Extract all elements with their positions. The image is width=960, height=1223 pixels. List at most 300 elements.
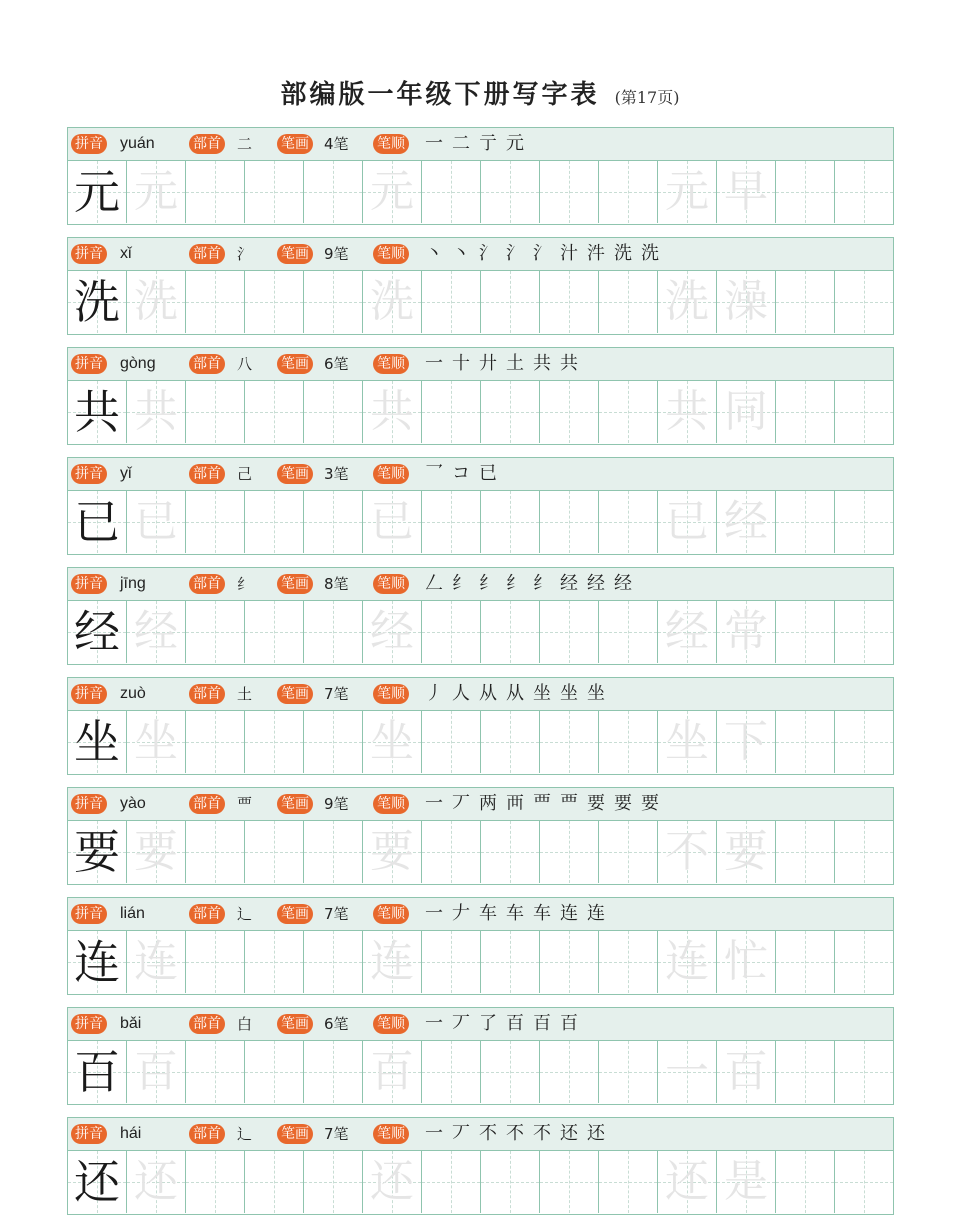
writing-grid — [68, 271, 893, 333]
trace-character: 下 — [724, 716, 768, 767]
model-character-cell — [68, 381, 127, 443]
practice-cell[interactable] — [127, 1151, 186, 1213]
stroke-step: 氵 — [533, 243, 552, 264]
stroke-step: 丆 — [452, 1123, 471, 1144]
practice-cell[interactable] — [245, 491, 304, 553]
stroke-order-sequence — [425, 1012, 587, 1036]
radical-tag: 部首 — [189, 684, 225, 704]
trace-character: 是 — [724, 1156, 768, 1207]
practice-cell[interactable] — [717, 381, 776, 443]
writing-grid — [68, 1151, 893, 1213]
strokes-tag: 笔画 — [277, 244, 313, 264]
practice-cell[interactable] — [776, 601, 835, 663]
character-info-bar — [68, 1118, 893, 1151]
practice-cell[interactable] — [304, 931, 363, 993]
trace-character: 同 — [724, 386, 768, 437]
practice-cell[interactable] — [245, 1151, 304, 1213]
stroke-step: 一 — [425, 1123, 444, 1144]
pinyin-value: yǐ — [120, 465, 132, 482]
trace-character: 共 — [665, 386, 709, 437]
model-character-cell — [68, 711, 127, 773]
practice-cell[interactable] — [304, 821, 363, 883]
character-block — [67, 127, 894, 225]
practice-cell[interactable] — [481, 931, 540, 993]
practice-cell[interactable] — [127, 381, 186, 443]
practice-cell[interactable] — [658, 1041, 717, 1103]
practice-cell[interactable] — [481, 271, 540, 333]
strokes-value: 9笔 — [324, 245, 349, 263]
pinyin-value: jīng — [120, 575, 146, 592]
pinyin-value: yuán — [120, 135, 155, 152]
stroke-step: 经 — [560, 573, 579, 594]
trace-character: 元 — [370, 166, 414, 217]
writing-grid — [68, 161, 893, 223]
practice-cell[interactable] — [599, 821, 658, 883]
strokes-tag: 笔画 — [277, 904, 313, 924]
writing-grid — [68, 491, 893, 553]
practice-cell[interactable] — [599, 1151, 658, 1213]
strokes-tag: 笔画 — [277, 574, 313, 594]
practice-cell[interactable] — [658, 491, 717, 553]
stroke-order-tag: 笔顺 — [373, 354, 409, 374]
writing-grid — [68, 711, 893, 773]
model-character-cell — [68, 491, 127, 553]
practice-cell[interactable] — [658, 1151, 717, 1213]
practice-cell[interactable] — [127, 711, 186, 773]
stroke-step: 两 — [479, 793, 498, 814]
strokes-tag: 笔画 — [277, 1124, 313, 1144]
practice-cell[interactable] — [422, 161, 481, 223]
practice-cell[interactable] — [422, 491, 481, 553]
practice-cell[interactable] — [599, 931, 658, 993]
radical-value: 氵 — [237, 245, 253, 263]
practice-cell[interactable] — [245, 381, 304, 443]
trace-character: 百 — [134, 1046, 178, 1097]
practice-cell[interactable] — [363, 1041, 422, 1103]
practice-cell[interactable] — [363, 1151, 422, 1213]
character-block — [67, 237, 894, 335]
practice-cell[interactable] — [245, 931, 304, 993]
practice-cell[interactable] — [540, 491, 599, 553]
pinyin-tag: 拼音 — [71, 794, 107, 814]
practice-cell[interactable] — [186, 711, 245, 773]
pinyin-value: hái — [120, 1125, 142, 1142]
practice-cell[interactable] — [599, 601, 658, 663]
practice-cell[interactable] — [717, 931, 776, 993]
model-character-cell — [68, 271, 127, 333]
stroke-step: 一 — [425, 1013, 444, 1034]
stroke-step: 汁 — [560, 243, 579, 264]
practice-cell[interactable] — [776, 491, 835, 553]
strokes-value: 7笔 — [324, 1125, 349, 1143]
stroke-order-tag: 笔顺 — [373, 794, 409, 814]
pinyin-value: yào — [120, 795, 146, 812]
trace-character: 忙 — [724, 936, 768, 987]
practice-cell[interactable] — [658, 931, 717, 993]
practice-cell[interactable] — [658, 381, 717, 443]
practice-cell[interactable] — [186, 1151, 245, 1213]
stroke-step: 纟 — [533, 573, 552, 594]
practice-cell[interactable] — [422, 1151, 481, 1213]
practice-cell[interactable] — [717, 1151, 776, 1213]
practice-cell[interactable] — [245, 271, 304, 333]
character-block — [67, 1007, 894, 1105]
practice-cell[interactable] — [127, 601, 186, 663]
practice-cell[interactable] — [304, 161, 363, 223]
trace-character: 坐 — [370, 716, 414, 767]
practice-cell[interactable] — [304, 601, 363, 663]
trace-character: 经 — [665, 606, 709, 657]
strokes-tag: 笔画 — [277, 1014, 313, 1034]
model-character: 百 — [74, 1045, 120, 1099]
practice-cell[interactable] — [835, 1151, 894, 1213]
practice-cell[interactable] — [481, 161, 540, 223]
practice-cell[interactable] — [658, 271, 717, 333]
practice-cell[interactable] — [304, 491, 363, 553]
radical-tag: 部首 — [189, 1014, 225, 1034]
pinyin-tag: 拼音 — [71, 684, 107, 704]
practice-cell[interactable] — [304, 381, 363, 443]
trace-character: 一 — [665, 1046, 709, 1097]
stroke-step: 共 — [533, 353, 552, 374]
trace-character: 洗 — [370, 276, 414, 327]
practice-cell[interactable] — [481, 381, 540, 443]
model-character: 经 — [74, 605, 120, 659]
trace-character: 百 — [724, 1046, 768, 1097]
practice-cell[interactable] — [186, 1041, 245, 1103]
strokes-value: 8笔 — [324, 575, 349, 593]
practice-cell[interactable] — [186, 601, 245, 663]
practice-cell[interactable] — [599, 711, 658, 773]
practice-cell[interactable] — [835, 381, 894, 443]
pinyin-tag: 拼音 — [71, 1124, 107, 1144]
practice-cell[interactable] — [304, 1041, 363, 1103]
pinyin-value: bǎi — [120, 1015, 142, 1032]
practice-cell[interactable] — [245, 601, 304, 663]
practice-cell[interactable] — [363, 161, 422, 223]
practice-cell[interactable] — [658, 711, 717, 773]
radical-tag: 部首 — [189, 574, 225, 594]
trace-character: 坐 — [134, 716, 178, 767]
practice-cell[interactable] — [658, 161, 717, 223]
practice-cell[interactable] — [540, 161, 599, 223]
stroke-order-tag: 笔顺 — [373, 1124, 409, 1144]
practice-cell[interactable] — [835, 271, 894, 333]
stroke-step: 坐 — [587, 683, 606, 704]
practice-cell[interactable] — [835, 711, 894, 773]
stroke-step: 纟 — [506, 573, 525, 594]
strokes-value: 9笔 — [324, 795, 349, 813]
trace-character: 经 — [724, 496, 768, 547]
stroke-step: 二 — [452, 133, 471, 154]
practice-cell[interactable] — [186, 161, 245, 223]
practice-cell[interactable] — [776, 1041, 835, 1103]
practice-cell[interactable] — [481, 1151, 540, 1213]
stroke-step: 洗 — [641, 243, 660, 264]
trace-character: 经 — [370, 606, 414, 657]
stroke-step: 还 — [587, 1123, 606, 1144]
model-character-cell — [68, 931, 127, 993]
practice-cell[interactable] — [186, 491, 245, 553]
practice-cell[interactable] — [363, 711, 422, 773]
practice-cell[interactable] — [481, 491, 540, 553]
pinyin-value: gòng — [120, 355, 156, 372]
practice-cell[interactable] — [776, 271, 835, 333]
trace-character: 百 — [370, 1046, 414, 1097]
stroke-order-tag: 笔顺 — [373, 684, 409, 704]
model-character-cell — [68, 1151, 127, 1213]
practice-cell[interactable] — [422, 931, 481, 993]
stroke-step: 覀 — [560, 793, 579, 814]
stroke-step: 覀 — [533, 793, 552, 814]
character-block — [67, 567, 894, 665]
practice-cell[interactable] — [127, 931, 186, 993]
stroke-order-sequence — [425, 792, 668, 816]
stroke-step: 一 — [425, 903, 444, 924]
practice-cell[interactable] — [422, 271, 481, 333]
practice-cell[interactable] — [717, 271, 776, 333]
practice-cell[interactable] — [422, 381, 481, 443]
model-character: 连 — [74, 935, 120, 989]
practice-cell[interactable] — [717, 821, 776, 883]
practice-cell[interactable] — [599, 1041, 658, 1103]
practice-cell[interactable] — [363, 821, 422, 883]
practice-cell[interactable] — [540, 381, 599, 443]
practice-cell[interactable] — [481, 711, 540, 773]
trace-character: 还 — [134, 1156, 178, 1207]
stroke-step: 丶 — [452, 243, 471, 264]
strokes-tag: 笔画 — [277, 464, 313, 484]
radical-value: 八 — [237, 355, 253, 373]
practice-cell[interactable] — [304, 711, 363, 773]
stroke-step: 共 — [560, 353, 579, 374]
trace-character: 常 — [724, 606, 768, 657]
trace-character: 共 — [370, 386, 414, 437]
stroke-step: 丿 — [425, 683, 444, 704]
practice-cell[interactable] — [717, 601, 776, 663]
model-character: 元 — [74, 165, 120, 219]
practice-cell[interactable] — [422, 601, 481, 663]
practice-cell[interactable] — [717, 1041, 776, 1103]
trace-character: 还 — [665, 1156, 709, 1207]
practice-cell[interactable] — [245, 1041, 304, 1103]
stroke-order-sequence — [425, 572, 641, 596]
stroke-step: 车 — [533, 903, 552, 924]
practice-cell[interactable] — [658, 821, 717, 883]
practice-cell[interactable] — [186, 271, 245, 333]
trace-character: 要 — [134, 826, 178, 877]
radical-tag: 部首 — [189, 794, 225, 814]
practice-cell[interactable] — [776, 931, 835, 993]
radical-tag: 部首 — [189, 134, 225, 154]
trace-character: 经 — [134, 606, 178, 657]
stroke-step: 廾 — [479, 353, 498, 374]
practice-cell[interactable] — [776, 161, 835, 223]
trace-character: 坐 — [665, 716, 709, 767]
practice-cell[interactable] — [186, 381, 245, 443]
stroke-step: 车 — [506, 903, 525, 924]
practice-cell[interactable] — [599, 161, 658, 223]
stroke-step: 氵 — [506, 243, 525, 264]
practice-cell[interactable] — [599, 271, 658, 333]
practice-cell[interactable] — [363, 381, 422, 443]
stroke-step: 𠃋 — [425, 573, 444, 594]
practice-cell[interactable] — [304, 1151, 363, 1213]
stroke-order-tag: 笔顺 — [373, 574, 409, 594]
strokes-value: 7笔 — [324, 905, 349, 923]
stroke-step: 洗 — [614, 243, 633, 264]
stroke-step: 不 — [479, 1123, 498, 1144]
practice-cell[interactable] — [776, 381, 835, 443]
stroke-step: 要 — [641, 793, 660, 814]
stroke-step: 人 — [452, 683, 471, 704]
trace-character: 澡 — [724, 276, 768, 327]
practice-cell[interactable] — [835, 161, 894, 223]
practice-cell[interactable] — [835, 491, 894, 553]
trace-character: 已 — [665, 496, 709, 547]
radical-value: 辶 — [237, 1125, 253, 1143]
model-character-cell — [68, 821, 127, 883]
model-character: 坐 — [74, 715, 120, 769]
practice-cell[interactable] — [127, 821, 186, 883]
stroke-step: 连 — [587, 903, 606, 924]
stroke-step: 坐 — [533, 683, 552, 704]
practice-cell[interactable] — [245, 711, 304, 773]
practice-cell[interactable] — [540, 821, 599, 883]
radical-value: 覀 — [237, 795, 253, 813]
strokes-tag: 笔画 — [277, 134, 313, 154]
practice-cell[interactable] — [599, 381, 658, 443]
practice-cell[interactable] — [363, 601, 422, 663]
practice-cell[interactable] — [717, 711, 776, 773]
model-character-cell — [68, 161, 127, 223]
stroke-step: 百 — [506, 1013, 525, 1034]
stroke-step: 一 — [425, 133, 444, 154]
pinyin-value: zuò — [120, 685, 146, 702]
stroke-step: 丆 — [452, 793, 471, 814]
stroke-step: 百 — [560, 1013, 579, 1034]
pinyin-tag: 拼音 — [71, 354, 107, 374]
character-info-bar — [68, 238, 893, 271]
practice-cell[interactable] — [540, 711, 599, 773]
trace-character: 连 — [370, 936, 414, 987]
practice-cell[interactable] — [422, 711, 481, 773]
radical-value: 土 — [237, 685, 253, 703]
trace-character: 还 — [370, 1156, 414, 1207]
stroke-step: 从 — [506, 683, 525, 704]
trace-character: 要 — [370, 826, 414, 877]
practice-cell[interactable] — [127, 491, 186, 553]
practice-cell[interactable] — [481, 601, 540, 663]
character-block — [67, 677, 894, 775]
practice-cell[interactable] — [540, 271, 599, 333]
practice-cell[interactable] — [835, 821, 894, 883]
practice-cell[interactable] — [776, 711, 835, 773]
stroke-order-sequence — [425, 902, 614, 926]
stroke-order-sequence — [425, 242, 668, 266]
practice-cell[interactable] — [835, 931, 894, 993]
stroke-step: 从 — [479, 683, 498, 704]
practice-cell[interactable] — [127, 1041, 186, 1103]
practice-cell[interactable] — [186, 931, 245, 993]
radical-tag: 部首 — [189, 244, 225, 264]
practice-cell[interactable] — [540, 931, 599, 993]
radical-tag: 部首 — [189, 1124, 225, 1144]
stroke-step: 要 — [614, 793, 633, 814]
strokes-value: 6笔 — [324, 355, 349, 373]
practice-cell[interactable] — [363, 491, 422, 553]
practice-cell[interactable] — [540, 601, 599, 663]
practice-cell[interactable] — [835, 601, 894, 663]
practice-cell[interactable] — [245, 161, 304, 223]
model-character: 要 — [74, 825, 120, 879]
practice-cell[interactable] — [658, 601, 717, 663]
trace-character: 共 — [134, 386, 178, 437]
strokes-value: 4笔 — [324, 135, 349, 153]
trace-character: 洗 — [665, 276, 709, 327]
character-info-bar — [68, 128, 893, 161]
practice-cell[interactable] — [304, 271, 363, 333]
model-character: 还 — [74, 1155, 120, 1209]
trace-character: 连 — [665, 936, 709, 987]
trace-character: 元 — [665, 166, 709, 217]
strokes-tag: 笔画 — [277, 354, 313, 374]
practice-cell[interactable] — [540, 1151, 599, 1213]
practice-cell[interactable] — [717, 491, 776, 553]
model-character: 已 — [74, 495, 120, 549]
practice-cell[interactable] — [481, 1041, 540, 1103]
practice-cell[interactable] — [717, 161, 776, 223]
character-block — [67, 1117, 894, 1215]
practice-cell[interactable] — [363, 931, 422, 993]
practice-cell[interactable] — [776, 821, 835, 883]
practice-cell[interactable] — [481, 821, 540, 883]
stroke-order-sequence — [425, 352, 587, 376]
practice-cell[interactable] — [186, 821, 245, 883]
practice-cell[interactable] — [540, 1041, 599, 1103]
radical-value: 辶 — [237, 905, 253, 923]
model-character: 洗 — [74, 275, 120, 329]
character-info-bar — [68, 458, 893, 491]
pinyin-tag: 拼音 — [71, 574, 107, 594]
trace-character: 早 — [724, 166, 768, 217]
practice-cell[interactable] — [422, 1041, 481, 1103]
practice-cell[interactable] — [245, 821, 304, 883]
practice-cell[interactable] — [422, 821, 481, 883]
pinyin-tag: 拼音 — [71, 134, 107, 154]
radical-value: 二 — [237, 135, 253, 153]
stroke-order-tag: 笔顺 — [373, 464, 409, 484]
stroke-order-tag: 笔顺 — [373, 1014, 409, 1034]
practice-cell[interactable] — [127, 161, 186, 223]
trace-character: 洗 — [134, 276, 178, 327]
trace-character: 元 — [134, 166, 178, 217]
stroke-step: 经 — [587, 573, 606, 594]
model-character: 共 — [74, 385, 120, 439]
practice-cell[interactable] — [127, 271, 186, 333]
stroke-step: 纟 — [452, 573, 471, 594]
practice-cell[interactable] — [599, 491, 658, 553]
practice-cell[interactable] — [776, 1151, 835, 1213]
stroke-order-sequence — [425, 462, 506, 486]
radical-tag: 部首 — [189, 904, 225, 924]
pinyin-tag: 拼音 — [71, 904, 107, 924]
practice-cell[interactable] — [363, 271, 422, 333]
writing-grid — [68, 931, 893, 993]
practice-cell[interactable] — [835, 1041, 894, 1103]
stroke-step: 经 — [614, 573, 633, 594]
stroke-step: 已 — [479, 463, 498, 484]
